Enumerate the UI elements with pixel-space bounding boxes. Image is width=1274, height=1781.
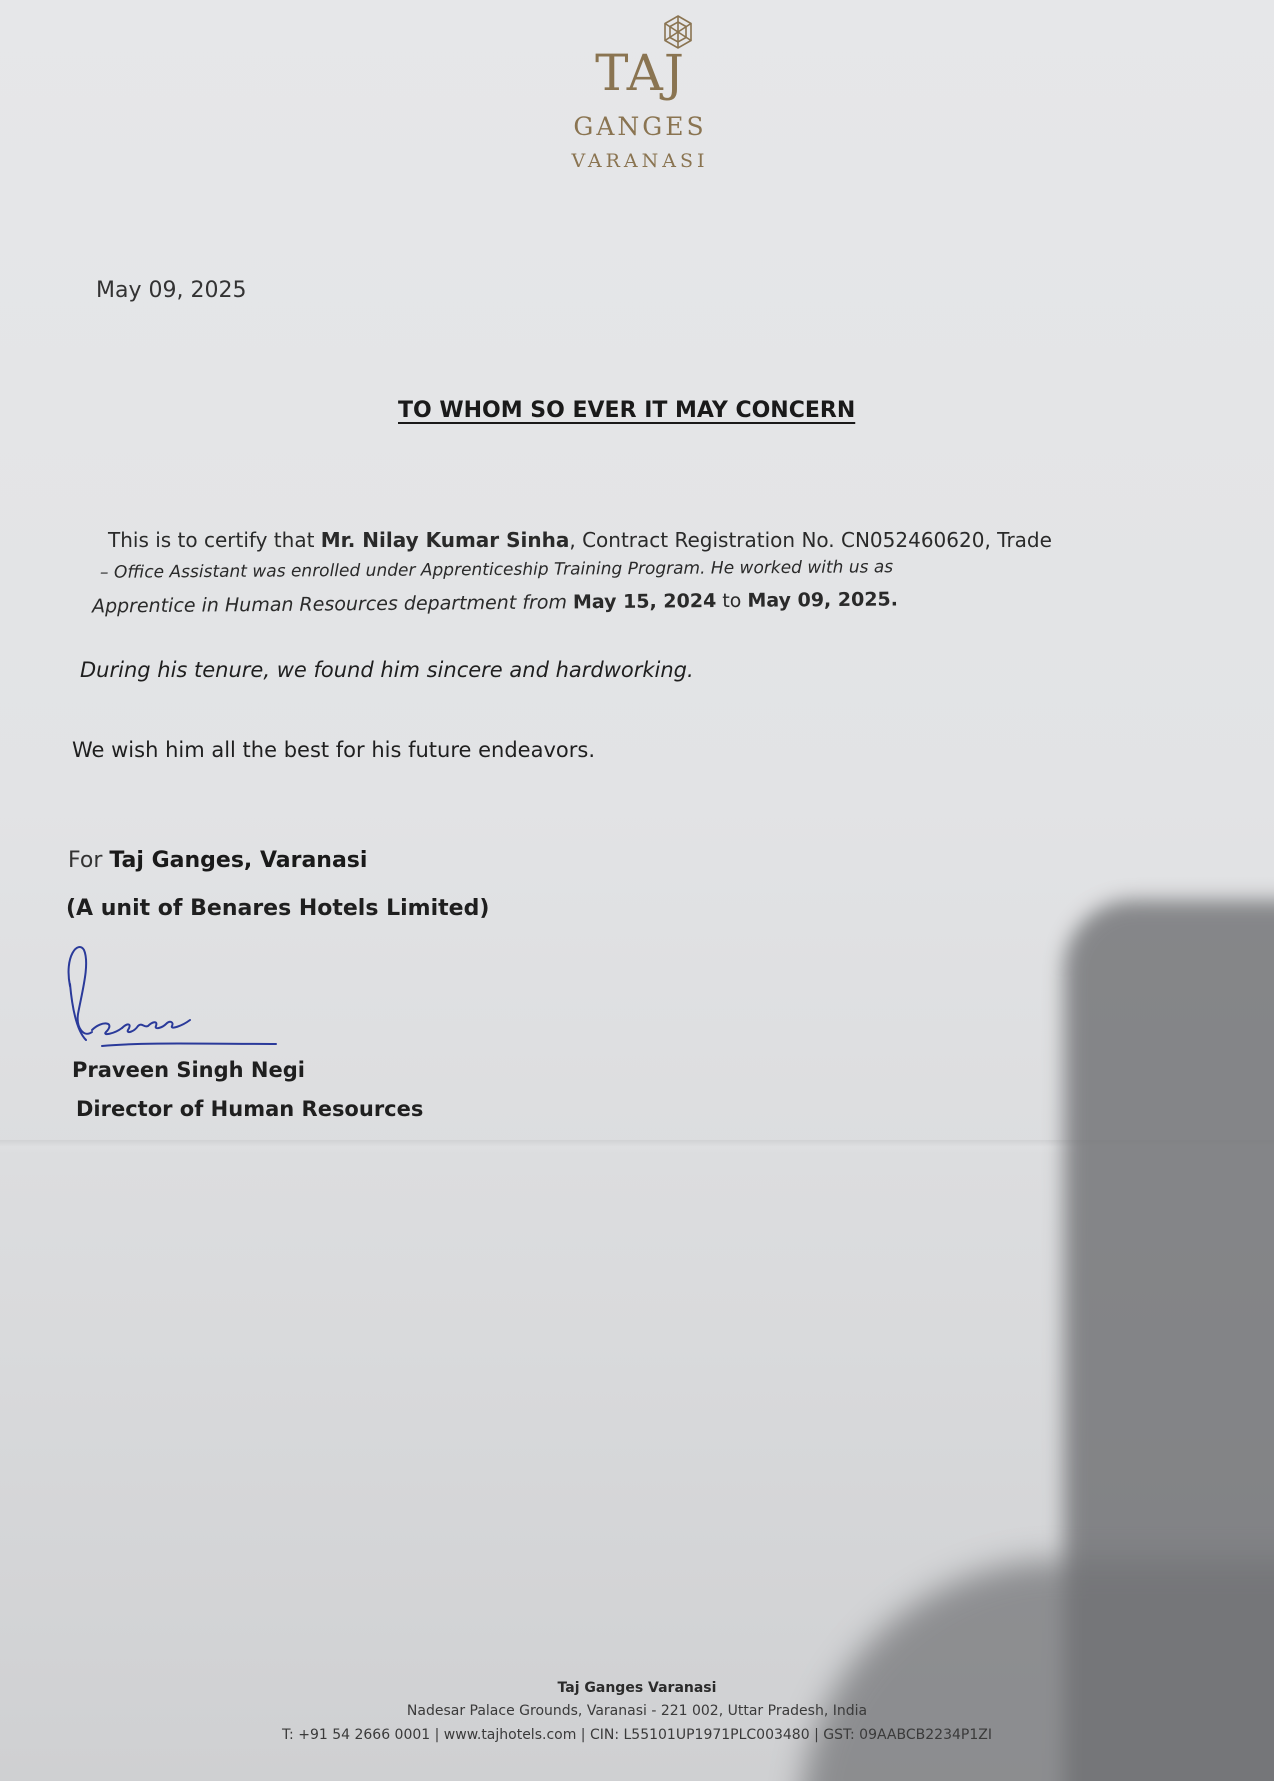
signoff-for (68, 848, 367, 873)
handwritten-signature (62, 936, 292, 1056)
footer-contact: T: +91 54 2666 0001 | www.tajhotels.com | CIN: L55101UP1971PLC003480 | GST: 09AABCB2234P1ZI (282, 1727, 992, 1743)
paragraph-tenure: During his tenure, we found him sincere and hardworking. (80, 658, 694, 682)
body-line-3 (92, 588, 898, 617)
body-line-3-prefix: Apprentice in Human Resources department from (91, 591, 574, 618)
body-line-1 (108, 528, 1052, 552)
signatory-title: Director of Human Resources (76, 1097, 424, 1121)
signoff-entity: Taj Ganges, Varanasi (109, 848, 368, 873)
letter-heading: TO WHOM SO EVER IT MAY CONCERN (398, 398, 856, 423)
signoff-unit: (A unit of Benares Hotels Limited) (66, 896, 490, 921)
body-line-1-prefix: This is to certify that (108, 528, 321, 552)
signatory-name: Praveen Singh Negi (72, 1058, 305, 1082)
body-line-1-suffix: , Contract Registration No. CN052460620, Trade (569, 528, 1052, 552)
letter-date: May 09, 2025 (96, 278, 247, 303)
body-line-3-mid: to (716, 589, 748, 613)
hand-shadow-lower (800, 1560, 1274, 1781)
taj-logo (540, 12, 740, 172)
footer-hotel-name: Taj Ganges Varanasi (557, 1680, 717, 1696)
paragraph-wishes: We wish him all the best for his future endeavors. (72, 738, 595, 762)
logo-brand: TAJ (595, 44, 685, 102)
logo-property: GANGES (573, 112, 707, 141)
employee-name: Mr. Nilay Kumar Sinha (320, 528, 570, 552)
end-date: May 09, 2025. (747, 588, 899, 612)
body-line-2: – Office Assistant was enrolled under Apprenticeship Training Program. He worked with us as (99, 557, 894, 583)
logo-city: VARANASI (571, 150, 709, 172)
footer-address: Nadesar Palace Grounds, Varanasi - 221 002, Uttar Pradesh, India (406, 1703, 868, 1719)
start-date: May 15, 2024 (572, 590, 717, 614)
signoff-for-prefix: For (68, 848, 110, 873)
